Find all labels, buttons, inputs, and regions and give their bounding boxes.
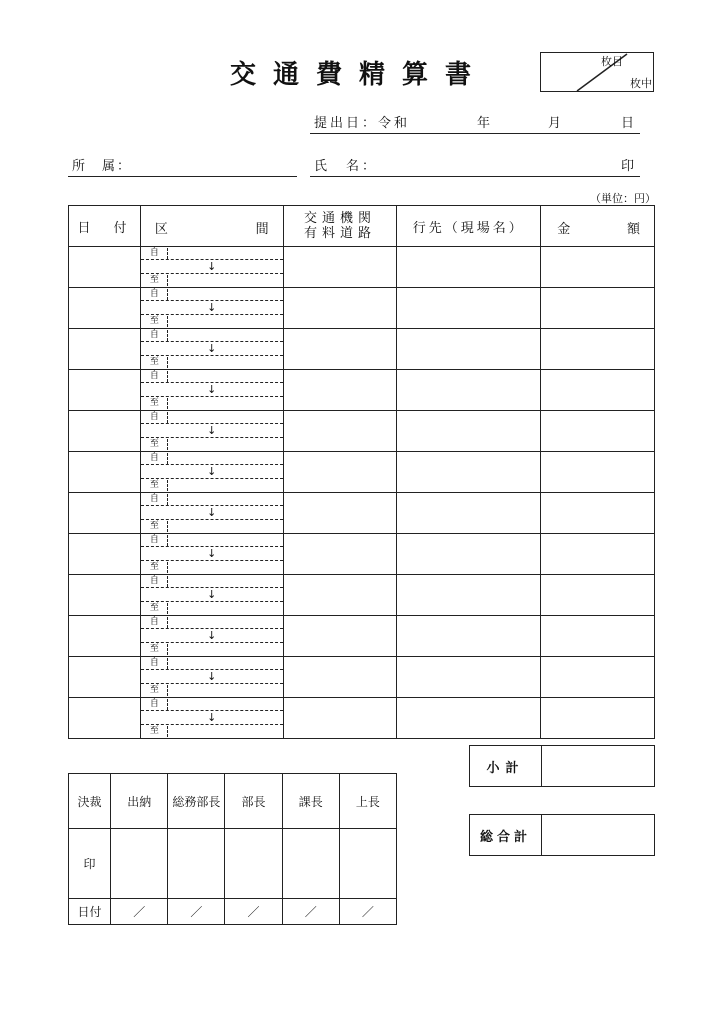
date-cell[interactable] — [69, 411, 141, 452]
amount-cell[interactable] — [541, 288, 655, 329]
table-row — [69, 616, 655, 657]
from-field[interactable] — [141, 698, 283, 711]
arrow-row — [141, 383, 283, 396]
arrow-down-icon: ↓ — [207, 711, 217, 725]
arrow-row — [141, 342, 283, 355]
to-label: 至 — [149, 438, 159, 449]
date-row-label: 日付 — [69, 899, 111, 925]
section-cell — [140, 288, 283, 329]
to-field[interactable] — [141, 479, 283, 492]
approver-section-chief: 課長 — [282, 774, 339, 829]
section-cell — [140, 657, 283, 698]
to-label: 至 — [149, 643, 159, 654]
date-cell[interactable] — [69, 452, 141, 493]
section-cell — [140, 616, 283, 657]
amount-cell[interactable] — [541, 534, 655, 575]
from-label: 自 — [149, 494, 159, 504]
arrow-row — [141, 506, 283, 519]
subtotal-label: 小計 — [470, 746, 542, 786]
section-cell — [140, 370, 283, 411]
to-field[interactable] — [141, 356, 283, 369]
destination-cell[interactable] — [397, 370, 541, 411]
table-row — [69, 698, 655, 739]
approval-table — [68, 773, 397, 925]
submission-date-label: 提出日：令和 — [314, 116, 411, 131]
transport-cell[interactable] — [283, 657, 397, 698]
dashed-divider — [167, 480, 168, 491]
to-label: 至 — [149, 725, 159, 736]
destination-cell[interactable] — [397, 698, 541, 739]
arrow-down-icon: ↓ — [207, 506, 217, 520]
from-field[interactable] — [141, 288, 283, 301]
transport-cell[interactable] — [283, 370, 397, 411]
from-label: 自 — [149, 535, 159, 545]
date-cell[interactable]: ／ — [225, 899, 282, 925]
from-field[interactable] — [141, 452, 283, 465]
transport-cell[interactable] — [283, 329, 397, 370]
seal-cell[interactable] — [339, 829, 396, 899]
destination-cell[interactable] — [397, 575, 541, 616]
to-field[interactable] — [141, 684, 283, 697]
destination-cell[interactable] — [397, 452, 541, 493]
dashed-divider — [167, 289, 168, 300]
amount-cell[interactable] — [541, 616, 655, 657]
dashed-divider — [167, 562, 168, 573]
to-field[interactable] — [141, 725, 283, 738]
sheet-number-box[interactable] — [540, 52, 654, 92]
expense-table — [68, 205, 655, 739]
arrow-down-icon: ↓ — [207, 424, 217, 438]
date-cell[interactable]: ／ — [111, 899, 168, 925]
approval-title: 決裁 — [69, 774, 111, 829]
col-header-date: 日 付 — [69, 206, 141, 247]
destination-cell[interactable] — [397, 657, 541, 698]
section-cell — [140, 575, 283, 616]
month-label: 月 — [548, 116, 565, 131]
col-header-destination: 行先（現場名） — [397, 206, 541, 247]
arrow-row — [141, 711, 283, 724]
arrow-down-icon: ↓ — [207, 465, 217, 479]
seal-row-label: 印 — [69, 829, 111, 899]
from-label: 自 — [149, 617, 159, 627]
approver-supervisor: 上長 — [339, 774, 396, 829]
approval-date-row — [69, 899, 397, 925]
dashed-divider — [167, 726, 168, 737]
dashed-divider — [167, 453, 168, 464]
from-field[interactable] — [141, 493, 283, 506]
amount-cell[interactable] — [541, 657, 655, 698]
section-cell — [140, 534, 283, 575]
from-field[interactable] — [141, 657, 283, 670]
from-field[interactable] — [141, 534, 283, 547]
from-label: 自 — [149, 330, 159, 340]
to-label: 至 — [149, 315, 159, 326]
to-label: 至 — [149, 397, 159, 408]
to-label: 至 — [149, 561, 159, 572]
section-cell — [140, 329, 283, 370]
to-label: 至 — [149, 274, 159, 285]
section-cell — [140, 247, 283, 288]
date-cell[interactable] — [69, 370, 141, 411]
destination-cell[interactable] — [397, 534, 541, 575]
to-label: 至 — [149, 684, 159, 695]
arrow-row — [141, 301, 283, 314]
to-field[interactable] — [141, 397, 283, 410]
dashed-divider — [167, 644, 168, 655]
destination-cell[interactable] — [397, 288, 541, 329]
date-cell[interactable] — [69, 575, 141, 616]
grand-total-box — [469, 814, 655, 856]
arrow-row — [141, 588, 283, 601]
transport-cell[interactable] — [283, 452, 397, 493]
grand-total-label: 総合計 — [470, 815, 542, 855]
col-header-section: 区 間 — [140, 206, 283, 247]
name-label: 氏 名： — [314, 159, 379, 174]
destination-cell[interactable] — [397, 411, 541, 452]
unit-label: （単位：円） — [590, 192, 656, 205]
transport-cell[interactable] — [283, 534, 397, 575]
day-label: 日 — [621, 116, 638, 131]
arrow-down-icon: ↓ — [207, 588, 217, 602]
subtotal-box — [469, 745, 655, 787]
table-row — [69, 370, 655, 411]
to-field[interactable] — [141, 643, 283, 656]
from-label: 自 — [149, 699, 159, 709]
to-label: 至 — [149, 520, 159, 531]
section-cell — [140, 411, 283, 452]
dashed-divider — [167, 576, 168, 587]
dashed-divider — [167, 658, 168, 669]
amount-cell[interactable] — [541, 247, 655, 288]
to-field[interactable] — [141, 561, 283, 574]
amount-cell[interactable] — [541, 452, 655, 493]
dashed-divider — [167, 275, 168, 286]
table-row — [69, 534, 655, 575]
seal-mark: 印 — [621, 159, 638, 174]
from-field[interactable] — [141, 411, 283, 424]
destination-cell[interactable] — [397, 616, 541, 657]
dashed-divider — [167, 398, 168, 409]
dashed-divider — [167, 439, 168, 450]
from-field[interactable] — [141, 329, 283, 342]
to-field[interactable] — [141, 520, 283, 533]
transport-cell[interactable] — [283, 616, 397, 657]
seal-cell[interactable] — [168, 829, 225, 899]
col-header-amount: 金 額 — [541, 206, 655, 247]
dashed-divider — [167, 248, 168, 259]
grand-total-value[interactable] — [542, 815, 654, 855]
arrow-down-icon: ↓ — [207, 342, 217, 356]
date-cell[interactable] — [69, 329, 141, 370]
from-field[interactable] — [141, 575, 283, 588]
from-label: 自 — [149, 248, 159, 258]
table-row — [69, 411, 655, 452]
dashed-divider — [167, 371, 168, 382]
arrow-down-icon: ↓ — [207, 383, 217, 397]
to-label: 至 — [149, 602, 159, 613]
dashed-divider — [167, 357, 168, 368]
transport-cell[interactable] — [283, 493, 397, 534]
date-cell[interactable] — [69, 534, 141, 575]
sheet-total-label: 枚中 — [630, 77, 652, 90]
col-header-transport: 交通機関 有料道路 — [283, 206, 397, 247]
transport-cell[interactable] — [283, 288, 397, 329]
arrow-row — [141, 670, 283, 683]
approver-cashier: 出納 — [111, 774, 168, 829]
to-label: 至 — [149, 479, 159, 490]
dashed-divider — [167, 316, 168, 327]
arrow-row — [141, 465, 283, 478]
arrow-down-icon: ↓ — [207, 260, 217, 274]
table-row — [69, 288, 655, 329]
amount-cell[interactable] — [541, 575, 655, 616]
from-field[interactable] — [141, 247, 283, 260]
arrow-down-icon: ↓ — [207, 547, 217, 561]
section-cell — [140, 493, 283, 534]
from-field[interactable] — [141, 370, 283, 383]
approver-department-manager: 部長 — [225, 774, 282, 829]
to-field[interactable] — [141, 438, 283, 451]
submission-date-field[interactable] — [310, 110, 640, 134]
table-row — [69, 575, 655, 616]
date-cell[interactable]: ／ — [339, 899, 396, 925]
amount-cell[interactable] — [541, 493, 655, 534]
amount-cell[interactable] — [541, 370, 655, 411]
department-label: 所 属： — [72, 159, 133, 174]
seal-cell[interactable] — [225, 829, 282, 899]
table-row — [69, 452, 655, 493]
arrow-row — [141, 629, 283, 642]
dashed-divider — [167, 330, 168, 341]
name-field[interactable] — [310, 152, 640, 177]
table-row — [69, 247, 655, 288]
date-cell[interactable] — [69, 247, 141, 288]
arrow-row — [141, 547, 283, 560]
year-label: 年 — [477, 116, 494, 131]
to-field[interactable] — [141, 315, 283, 328]
document-title: 交通費精算書 — [230, 60, 489, 90]
to-field[interactable] — [141, 602, 283, 615]
dashed-divider — [167, 685, 168, 696]
table-row — [69, 493, 655, 534]
from-label: 自 — [149, 576, 159, 586]
table-row — [69, 657, 655, 698]
destination-cell[interactable] — [397, 247, 541, 288]
from-label: 自 — [149, 412, 159, 422]
dashed-divider — [167, 494, 168, 505]
from-field[interactable] — [141, 616, 283, 629]
dashed-divider — [167, 535, 168, 546]
approval-header-row — [69, 774, 397, 829]
transport-cell[interactable] — [283, 247, 397, 288]
from-label: 自 — [149, 658, 159, 668]
sheet-current-label: 枚目 — [601, 55, 623, 68]
table-row — [69, 329, 655, 370]
arrow-down-icon: ↓ — [207, 670, 217, 684]
date-cell[interactable]: ／ — [168, 899, 225, 925]
dashed-divider — [167, 412, 168, 423]
arrow-down-icon: ↓ — [207, 301, 217, 315]
amount-cell[interactable] — [541, 698, 655, 739]
section-cell — [140, 452, 283, 493]
date-cell[interactable] — [69, 288, 141, 329]
from-label: 自 — [149, 289, 159, 299]
destination-cell[interactable] — [397, 493, 541, 534]
date-cell[interactable] — [69, 493, 141, 534]
dashed-divider — [167, 521, 168, 532]
to-field[interactable] — [141, 274, 283, 287]
transport-cell[interactable] — [283, 575, 397, 616]
arrow-row — [141, 260, 283, 273]
table-header-row — [69, 206, 655, 247]
department-field[interactable] — [68, 152, 297, 177]
seal-cell[interactable] — [282, 829, 339, 899]
section-cell — [140, 698, 283, 739]
date-cell[interactable]: ／ — [282, 899, 339, 925]
seal-cell[interactable] — [111, 829, 168, 899]
date-cell[interactable] — [69, 657, 141, 698]
approval-seal-row — [69, 829, 397, 899]
transport-cell[interactable] — [283, 698, 397, 739]
destination-cell[interactable] — [397, 329, 541, 370]
amount-cell[interactable] — [541, 411, 655, 452]
dashed-divider — [167, 617, 168, 628]
subtotal-value[interactable] — [542, 746, 654, 786]
dashed-divider — [167, 699, 168, 710]
arrow-row — [141, 424, 283, 437]
approver-general-affairs-manager: 総務部長 — [168, 774, 225, 829]
date-cell[interactable] — [69, 616, 141, 657]
amount-cell[interactable] — [541, 329, 655, 370]
transport-cell[interactable] — [283, 411, 397, 452]
dashed-divider — [167, 603, 168, 614]
to-label: 至 — [149, 356, 159, 367]
from-label: 自 — [149, 371, 159, 381]
from-label: 自 — [149, 453, 159, 463]
arrow-down-icon: ↓ — [207, 629, 217, 643]
date-cell[interactable] — [69, 698, 141, 739]
